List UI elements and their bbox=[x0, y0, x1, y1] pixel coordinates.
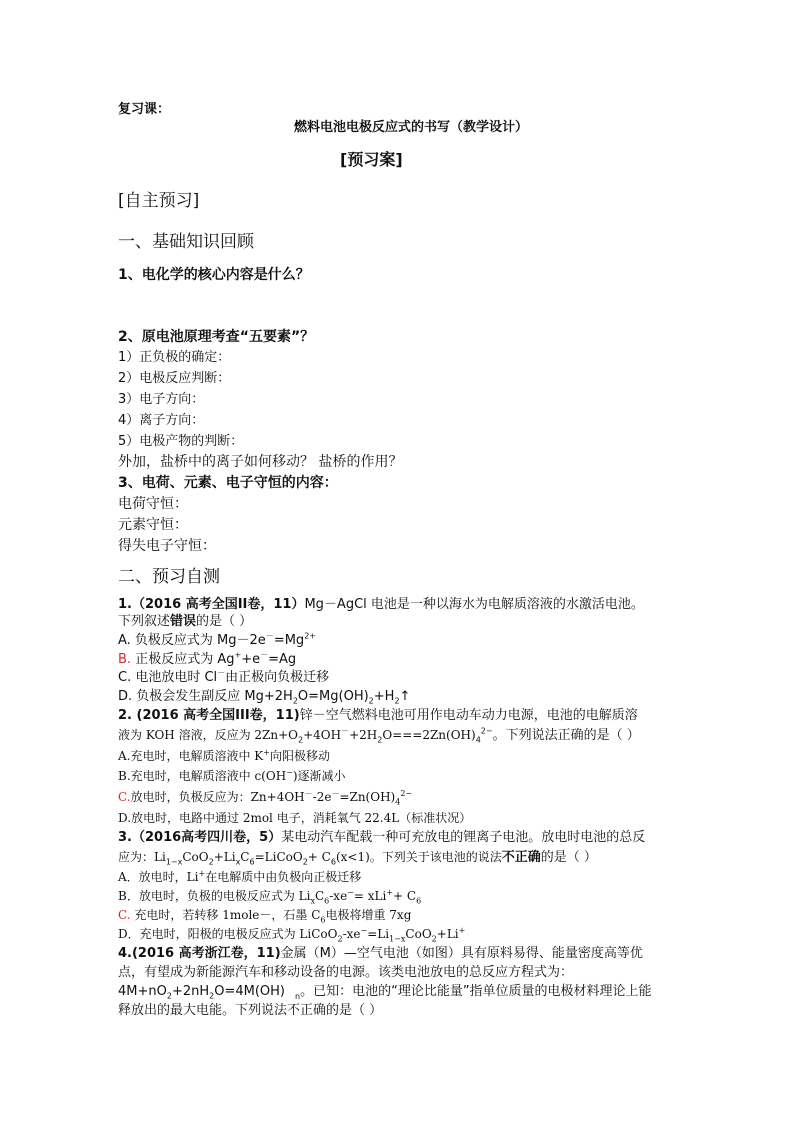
text: D．充电时，阳极的电极反应式为 LiCoO bbox=[118, 927, 338, 941]
subscript: 6 bbox=[249, 857, 255, 867]
text: O=4M(OH) bbox=[214, 984, 285, 999]
text: =Li bbox=[367, 927, 390, 941]
text: 放电时，负极反应为：Zn+4OH bbox=[130, 790, 305, 804]
option-letter: C. bbox=[118, 790, 131, 804]
text: ↑ bbox=[399, 689, 411, 704]
text: B．放电时，负极的电极反应式为 Li bbox=[118, 889, 311, 903]
q3-item: 电荷守恒： bbox=[118, 496, 188, 512]
problem-1-option-d bbox=[118, 689, 410, 705]
superscript: － bbox=[265, 631, 274, 641]
text: 的是（ ） bbox=[540, 850, 597, 865]
superscript: − bbox=[286, 768, 293, 777]
text: + C bbox=[307, 850, 331, 864]
problem-2-line-1 bbox=[118, 708, 638, 724]
text: 下列叙述 bbox=[118, 614, 171, 629]
problem-4-line-3 bbox=[118, 984, 652, 1000]
problem-2-option-b bbox=[118, 768, 346, 784]
subscript: 1−x bbox=[389, 934, 406, 944]
q2-item: 5）电极产物的判断： bbox=[118, 434, 244, 449]
subscript: n bbox=[295, 991, 301, 1001]
emphasis: 错误 bbox=[170, 614, 197, 629]
lesson-label: 复习课： bbox=[118, 102, 171, 117]
text: A. 负极反应式为 Mg－2e bbox=[118, 633, 266, 648]
text: = xLi bbox=[353, 889, 387, 903]
section1-heading: 一、基础知识回顾 bbox=[118, 232, 254, 252]
text: 4M+nO bbox=[118, 984, 167, 999]
superscript: − bbox=[347, 888, 354, 897]
text: C bbox=[314, 889, 325, 903]
text: =Ag bbox=[268, 652, 297, 667]
text: CoO bbox=[182, 850, 209, 864]
text: 在电解质中由负极向正极迁移 bbox=[205, 870, 362, 884]
text: +Li bbox=[436, 927, 459, 941]
text: 充电时，若转移 1mole－，石墨 C bbox=[130, 908, 321, 922]
superscript: + bbox=[234, 650, 242, 660]
superscript: － bbox=[341, 726, 350, 736]
q2-item: 4）离子方向： bbox=[118, 413, 205, 428]
text: CoO bbox=[405, 927, 432, 941]
subscript: 2 bbox=[368, 696, 374, 706]
q3-item: 得失电子守恒： bbox=[118, 538, 216, 554]
subscript: x bbox=[310, 896, 315, 906]
q2-extra: 外加，盐桥中的离子如何移动？ 盐桥的作用？ bbox=[118, 454, 403, 470]
problem-3-option-c bbox=[118, 907, 411, 923]
text: )逐渐减小 bbox=[292, 769, 346, 783]
superscript: 2+ bbox=[304, 631, 316, 641]
problem-4-line-4: 释放出的最大电能。下列说法不正确的是（ ） bbox=[118, 1003, 383, 1018]
problem-3-source: 3.（2016高考四川卷，5） bbox=[118, 830, 282, 845]
problem-2-source: 2. (2016 高考全国III卷，11) bbox=[118, 708, 300, 723]
superscript: － bbox=[260, 650, 269, 660]
question-1: 1、电化学的核心内容是什么？ bbox=[118, 267, 310, 283]
problem-3-option-d bbox=[118, 926, 465, 942]
text: A．放电时，Li bbox=[118, 870, 199, 884]
problem-1-option-c bbox=[118, 670, 329, 686]
text: 的是（ ） bbox=[196, 614, 253, 629]
subscript: 4 bbox=[395, 797, 401, 807]
question-3: 3、电荷、元素、电子守恒的内容： bbox=[118, 475, 338, 491]
superscript: + bbox=[263, 748, 270, 757]
problem-1-option-b bbox=[118, 652, 296, 668]
superscript: + bbox=[198, 869, 206, 878]
problem-4-stem: 金属（M）—空气电池（如图）具有原料易得、能量密度高等优 bbox=[280, 946, 643, 961]
subscript: 2 bbox=[377, 735, 383, 745]
text: +2nH bbox=[171, 984, 210, 999]
question-2: 2、原电池原理考查“五要素”？ bbox=[118, 329, 315, 345]
q3-item: 元素守恒： bbox=[118, 517, 188, 533]
subscript: x bbox=[235, 857, 241, 867]
text: O=Mg(OH) bbox=[297, 689, 369, 704]
text: +4OH bbox=[303, 728, 342, 742]
text: C bbox=[240, 850, 250, 864]
superscript: 2− bbox=[480, 726, 493, 736]
subscript: 2 bbox=[166, 991, 172, 1001]
problem-4-line-1 bbox=[118, 946, 643, 962]
text: =Mg bbox=[273, 633, 305, 648]
text: -xe bbox=[329, 889, 348, 903]
problem-3-option-b bbox=[118, 888, 421, 904]
text: +e bbox=[241, 652, 261, 667]
q2-item: 1）正负极的确定： bbox=[118, 350, 231, 365]
q2-item: 3）电子方向： bbox=[118, 392, 205, 407]
text: 。已知：电池的“理论比能量”指单位质量的电极材料理论上能 bbox=[300, 984, 652, 999]
problem-1-source: 1.（2016 高考全国II卷，11） bbox=[118, 597, 305, 612]
problem-3-line-1 bbox=[118, 830, 645, 846]
section2-heading: 二、预习自测 bbox=[118, 567, 220, 587]
problem-2-line-2 bbox=[118, 727, 640, 744]
problem-2-option-c bbox=[118, 789, 412, 805]
problem-2-stem: 锌－空气燃料电池可用作电动车动力电源，电池的电解质溶 bbox=[299, 708, 638, 723]
superscript: + bbox=[386, 888, 394, 897]
problem-4-source: 4.(2016 高考浙江卷，11) bbox=[118, 946, 281, 961]
subscript: 2 bbox=[208, 857, 214, 867]
problem-3-option-a bbox=[118, 869, 361, 885]
text: +H bbox=[373, 689, 395, 704]
option-letter: C. bbox=[118, 908, 131, 922]
superscript: － bbox=[304, 789, 313, 798]
text: + C bbox=[393, 889, 417, 903]
document-title: 燃料电池电极反应式的书写（教学设计） bbox=[294, 120, 529, 135]
superscript: － bbox=[217, 668, 226, 678]
subscript: 2 bbox=[292, 696, 298, 706]
subscript: 6 bbox=[320, 915, 326, 925]
text: -2e bbox=[312, 790, 332, 804]
problem-1-stem: Mg－AgCl 电池是一种以海水为电解质溶液的水激活电池。 bbox=[304, 597, 644, 612]
text: 液为 KOH 溶液，反应为 2Zn+O bbox=[118, 728, 298, 742]
emphasis: 不正确 bbox=[501, 850, 541, 865]
problem-3-stem: 某电动汽车配载一种可充放电的锂离子电池。放电时电池的总反 bbox=[281, 830, 646, 845]
superscript: + bbox=[458, 926, 466, 935]
text: 电极将增重 7xg bbox=[325, 908, 412, 922]
subscript: 4 bbox=[475, 735, 481, 745]
subscript: 2 bbox=[297, 735, 304, 745]
text: 向阳极移动 bbox=[269, 749, 330, 763]
superscript: 2− bbox=[400, 789, 413, 798]
subscript: 2 bbox=[337, 934, 343, 944]
text: B.充电时，电解质溶液中 c(OH bbox=[118, 769, 287, 783]
text: O===2Zn(OH) bbox=[382, 728, 476, 742]
text: =LiCoO bbox=[254, 850, 303, 864]
problem-1-line-2 bbox=[118, 614, 252, 630]
text: +2H bbox=[349, 728, 378, 742]
problem-1-option-a bbox=[118, 633, 316, 649]
text: 由正极向负极迁移 bbox=[225, 670, 330, 685]
problem-1-line-1 bbox=[118, 597, 644, 613]
subscript: 2 bbox=[302, 857, 308, 867]
text: 正极反应式为 Ag bbox=[131, 652, 235, 667]
self-preview-heading: [自主预习] bbox=[118, 191, 200, 211]
problem-3-line-2 bbox=[118, 849, 597, 866]
problem-2-option-a bbox=[118, 748, 330, 764]
text: -xe bbox=[342, 927, 361, 941]
subscript: 6 bbox=[330, 857, 336, 867]
subscript: 2 bbox=[394, 696, 400, 706]
text: =Zn(OH) bbox=[339, 790, 396, 804]
text: +Li bbox=[213, 850, 236, 864]
subscript: 6 bbox=[324, 896, 330, 906]
option-letter: B. bbox=[118, 652, 132, 667]
problem-2-option-d: D.放电时，电路中通过 2mol 电子，消耗氧气 22.4L（标准状况） bbox=[118, 811, 472, 825]
text: 。下列说法正确的是（ ） bbox=[492, 728, 640, 743]
text: 应为：Li bbox=[118, 850, 166, 864]
plan-heading: [预习案] bbox=[340, 150, 403, 169]
text: (x<1)。下列关于该电池的说法 bbox=[335, 850, 502, 864]
q2-item: 2）电极反应判断： bbox=[118, 371, 231, 386]
superscript: − bbox=[360, 926, 368, 935]
subscript: 2 bbox=[431, 934, 437, 944]
subscript: 2 bbox=[209, 991, 215, 1001]
text: D. 负极会发生副反应 Mg+2H bbox=[118, 689, 293, 704]
text: C. 电池放电时 Cl bbox=[118, 670, 218, 685]
text: A.充电时，电解质溶液中 K bbox=[118, 749, 264, 763]
superscript: － bbox=[331, 789, 340, 798]
problem-4-line-2: 点，有望成为新能源汽车和移动设备的电源。该类电池放电的总反应方程式为： bbox=[118, 965, 574, 980]
subscript: 6 bbox=[416, 896, 422, 906]
subscript: 1−x bbox=[165, 857, 183, 867]
